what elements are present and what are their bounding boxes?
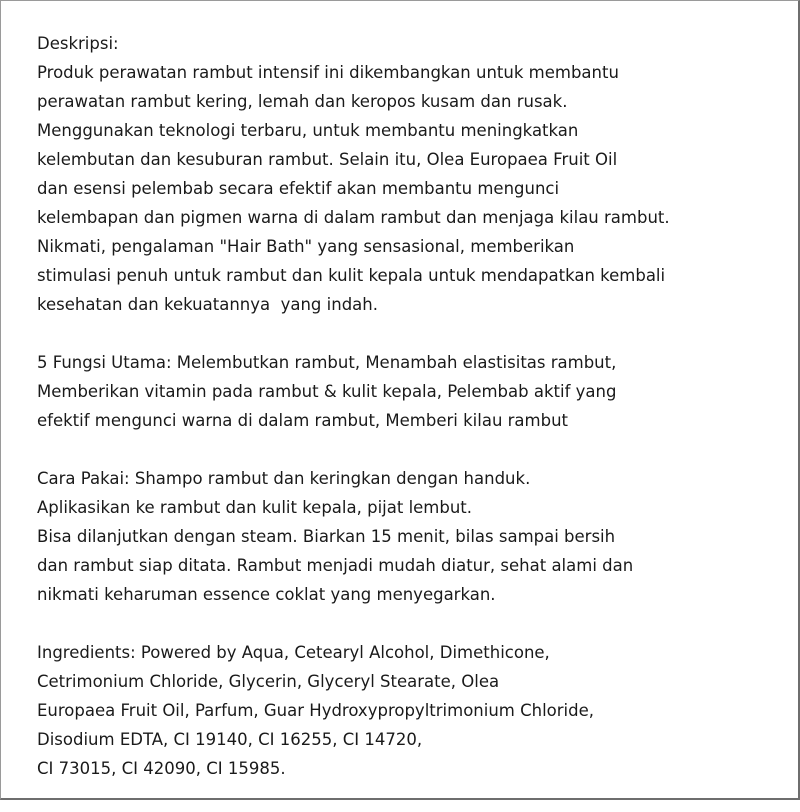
- description-line: Menggunakan teknologi terbaru, untuk membantu meningkatkan: [37, 121, 579, 140]
- usage-line: Cara Pakai: Shampo rambut dan keringkan dengan handuk.: [37, 469, 531, 488]
- usage-section: [37, 464, 777, 609]
- usage-line: Aplikasikan ke rambut dan kulit kepala, pijat lembut.: [37, 498, 473, 517]
- usage-line: dan rambut siap ditata. Rambut menjadi mudah diatur, sehat alami dan: [37, 556, 634, 575]
- product-text: [37, 29, 777, 812]
- ingredients-line: CI 73015, CI 42090, CI 15985.: [37, 759, 286, 778]
- ingredients-line: Cetrimonium Chloride, Glycerin, Glyceryl Stearate, Olea: [37, 672, 500, 691]
- usage-line: nikmati keharuman essence coklat yang menyegarkan.: [37, 585, 496, 604]
- functions-line: Memberikan vitamin pada rambut & kulit kepala, Pelembab aktif yang: [37, 382, 617, 401]
- description-line: kelembutan dan kesuburan rambut. Selain itu, Olea Europaea Fruit Oil: [37, 150, 618, 169]
- main-functions-section: [37, 348, 777, 435]
- ingredients-line: Ingredients: Powered by Aqua, Cetearyl Alcohol, Dimethicone,: [37, 643, 550, 662]
- description-line: stimulasi penuh untuk rambut dan kulit kepala untuk mendapatkan kembali: [37, 266, 666, 285]
- usage-line: Bisa dilanjutkan dengan steam. Biarkan 15 menit, bilas sampai bersih: [37, 527, 616, 546]
- ingredients-line: Europaea Fruit Oil, Parfum, Guar Hydroxypropyltrimonium Chloride,: [37, 701, 594, 720]
- functions-line: efektif mengunci warna di dalam rambut, Memberi kilau rambut: [37, 411, 569, 430]
- description-heading: Deskripsi:: [37, 34, 119, 53]
- description-line: perawatan rambut kering, lemah dan keropos kusam dan rusak.: [37, 92, 568, 111]
- description-line: dan esensi pelembab secara efektif akan membantu mengunci: [37, 179, 560, 198]
- description-line: Nikmati, pengalaman "Hair Bath" yang sensasional, memberikan: [37, 237, 575, 256]
- description-line: kelembapan dan pigmen warna di dalam rambut dan menjaga kilau rambut.: [37, 208, 670, 227]
- ingredients-section: [37, 638, 777, 783]
- functions-line: 5 Fungsi Utama: Melembutkan rambut, Menambah elastisitas rambut,: [37, 353, 617, 372]
- description-section: [37, 29, 777, 319]
- ingredients-line: Disodium EDTA, CI 19140, CI 16255, CI 14720,: [37, 730, 423, 749]
- description-line: Produk perawatan rambut intensif ini dikembangkan untuk membantu: [37, 63, 619, 82]
- description-line: kesehatan dan kekuatannya yang indah.: [37, 295, 378, 314]
